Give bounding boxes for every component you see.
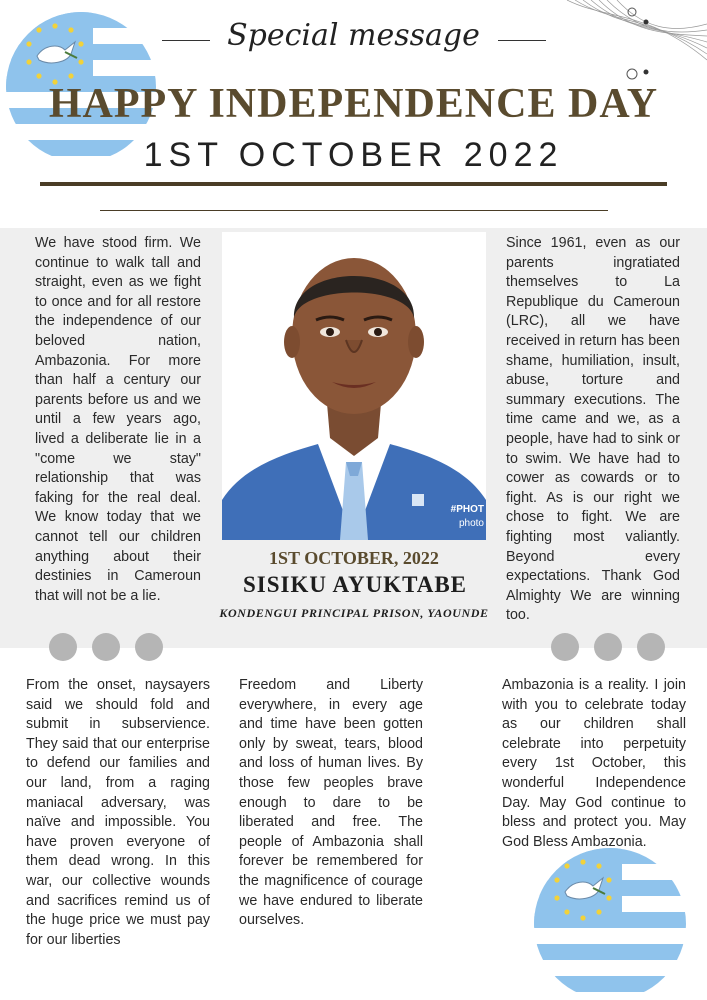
page-title: HAPPY INDEPENDENCE DAY [48,81,659,127]
text-column-bottom-left: From the onset, naysayers said we should fold and submit in subservience. They said that our enterprise to defend our families and our land, from a raging maniacal adversary, was naïve and impossible. You have proven everyone of them dead wrong. In this war, our collective wounds and sacrifices remind us of the huge price we must pay for our liberties [26,677,210,948]
flag-emblem-bottom-right [534,848,686,1000]
decor-dot [92,633,120,661]
header-dash-right [498,40,546,41]
divider-thin [100,210,608,211]
decor-dot [637,633,665,661]
text-column-top-left: We have stood firm. We continue to walk tall and straight, even as we fight to once and for all restore the independence of our beloved nation, Ambazonia. For more than half a century our parents before us and we until a few years ago, lived a deliberate lie in a "come we stay" relationship that was faking for the real deal. We know today that we cannot tell our children anything about their destinies in Cameroun that will not be a lie. [35,235,201,604]
portrait-photo [222,232,486,540]
caption-date: 1ST OCTOBER, 2022 [269,548,439,568]
divider-thick [40,182,667,186]
watermark-line2: photo [458,518,484,529]
portrait-illustration [222,232,486,540]
watermark-line1: #PHOT [450,504,484,515]
caption-name: SISIKU AYUKTABE [243,572,467,597]
decor-dot [49,633,77,661]
text-column-bottom-middle: Freedom and Liberty everywhere, in every age and time have been gotten only by sweat, tears, blood and loss of human lives. By those few peoples brave enough to dare to be liberated and free. The people of Ambazonia shall forever be remembered for the magnificence of courage we have endured to liberate ourselves. [239,677,423,929]
caption-place: KONDENGUI PRINCIPAL PRISON, YAOUNDE [219,606,489,620]
text-column-bottom-right: Ambazonia is a reality. I join with you to celebrate today as our children shall celebrate into perpetuity every 1st October, this wonderful Independence Day. May God continue to bless and protect you. May God Bless Ambazonia. [502,677,686,850]
text-column-top-right: Since 1961, even as our parents ingratiated themselves to La Republique du Cameroun (LRC), all we have received in return has been shame, humiliation, insult, abuse, torture and summary executions. The time came and we, as a people, have had to sink or to swim. We have had to cower as cowards or to fight. As is our right we chose to fight. We are fighting most valiantly. Beyond every expectations. Thank God Almighty We are winning too. [506,235,680,624]
dove-with-stars-icon [543,854,623,930]
decor-dot [135,633,163,661]
decor-dot [551,633,579,661]
decor-dot [594,633,622,661]
special-message-heading: Special message [227,18,480,53]
page-date: 1ST OCTOBER 2022 [143,136,564,174]
